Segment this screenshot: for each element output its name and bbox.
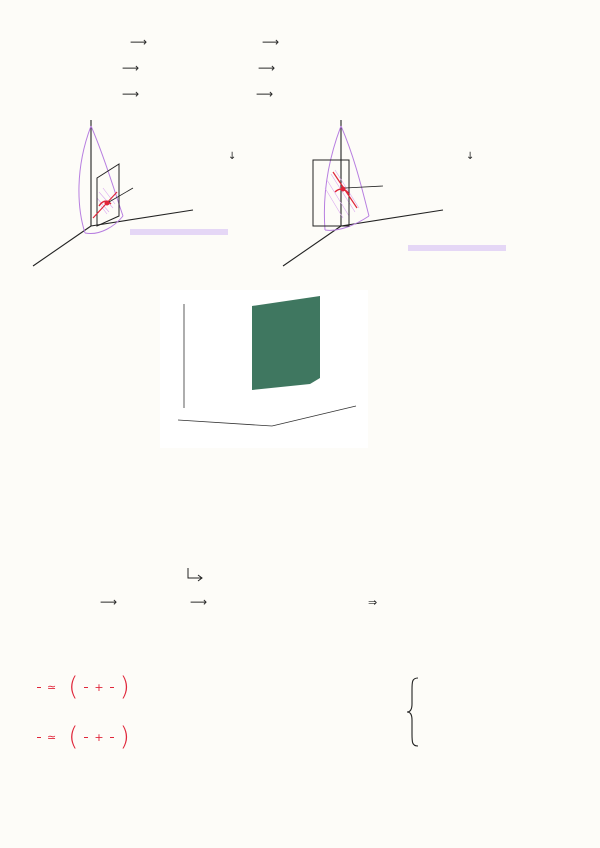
- axis-x-line: [283, 226, 341, 266]
- implies-icon: ⇒: [368, 596, 378, 609]
- arrow-icon: ⟶: [122, 61, 140, 75]
- trace-curve: [324, 126, 341, 230]
- axis-x-line: [33, 226, 91, 266]
- arrow-icon: ⟶: [262, 35, 280, 49]
- point-marker: [341, 187, 346, 192]
- point-marker: [105, 201, 110, 206]
- fy-term-1: [84, 737, 88, 738]
- cut-plane: [313, 160, 349, 226]
- arrow-icon: ⟶: [256, 87, 274, 101]
- fx-term-2: [110, 687, 114, 688]
- arrow-icon: ⟶: [122, 87, 140, 101]
- arrow-icon: ⟶: [190, 595, 208, 609]
- trace-curve: [341, 126, 369, 216]
- sketch-left: [15, 108, 215, 278]
- caption-highlight: [130, 229, 228, 235]
- caption-highlight: [408, 245, 506, 251]
- down-arrow-icon: ↓: [228, 151, 237, 162]
- fx-delta-frac: [37, 687, 41, 688]
- arrow-icon: ⟶: [258, 61, 276, 75]
- fy-term-2: [110, 737, 114, 738]
- down-arrow-icon: ↓: [466, 151, 475, 162]
- curly-brace-icon: [406, 676, 422, 748]
- cut-plane: [252, 296, 320, 390]
- arrow-icon: ⟶: [130, 35, 148, 49]
- sketch-right: [265, 108, 465, 278]
- arrow-icon: ⟶: [100, 595, 118, 609]
- fx-term-1: [84, 687, 88, 688]
- fx-approx-formula: ≃ ( + ): [31, 672, 130, 702]
- trace-curve: [79, 126, 91, 233]
- axis-y-line: [91, 210, 193, 226]
- fy-delta-frac: [37, 737, 41, 738]
- hook-arrow-icon: [186, 566, 206, 586]
- fy-approx-formula: ≃ ( + ): [31, 722, 130, 752]
- surface-plot: [160, 290, 368, 448]
